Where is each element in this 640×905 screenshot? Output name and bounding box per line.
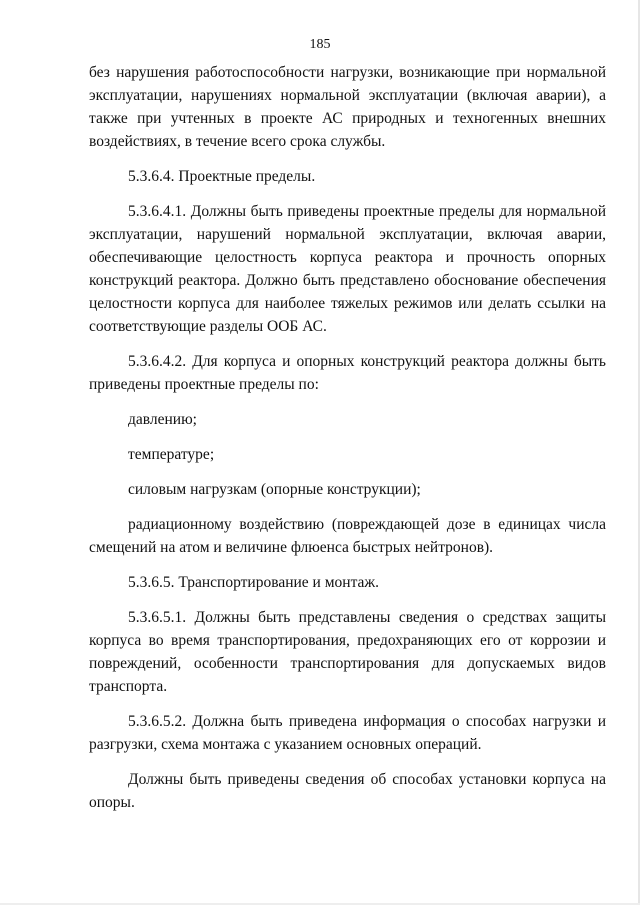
paragraph-5-3-6-5-1: 5.3.6.5.1. Должны быть представлены сведения о средствах защиты корпуса во время транспортирования, предохраняющих его от коррозии и повреждений, особенности транспортирования для допускаемых видов транспорта. bbox=[89, 609, 606, 695]
section-heading-design-limits: 5.3.6.4. Проектные пределы. bbox=[128, 168, 316, 185]
paragraph-5-3-6-5-2: 5.3.6.5.2. Должна быть приведена информация о способах нагрузки и разгрузки, схема монтажа с указанием основных операций. bbox=[89, 713, 606, 753]
document-body bbox=[89, 61, 606, 814]
paragraph-5-3-6-4-2: 5.3.6.4.2. Для корпуса и опорных конструкций реактора должны быть приведены проектные пределы по: bbox=[89, 353, 606, 393]
list-item-pressure: давлению; bbox=[128, 411, 197, 428]
list-item-force-loads: силовым нагрузкам (опорные конструкции); bbox=[128, 481, 421, 498]
section-heading-transport: 5.3.6.5. Транспортирование и монтаж. bbox=[128, 574, 380, 591]
paragraph-5-3-6-4-1: 5.3.6.4.1. Должны быть приведены проектные пределы для нормальной эксплуатации, нарушений нормальной эксплуатации, включая аварии, обеспечивающие целостность корпуса реактора и прочность опорных конструкций реактора. Должно быть представлено обоснование обеспечения целостности корпуса для наиболее тяжелых режимов или делать ссылки на соответствующие разделы ООБ АС. bbox=[89, 203, 606, 335]
paragraph-installation: Должны быть приведены сведения об способах установки корпуса на опоры. bbox=[89, 771, 606, 811]
list-item-temperature: температуре; bbox=[128, 446, 215, 463]
list-item-radiation: радиационному воздействию (повреждающей дозе в единицах числа смещений на атом и величине флюенса быстрых нейтронов). bbox=[89, 516, 606, 556]
paragraph-continuation: без нарушения работоспособности нагрузки, возникающие при нормальной эксплуатации, нарушениях нормальной эксплуатации (включая аварии), а также при учтенных в проекте АС природных и техногенных внешних воздействиях, в течение всего срока службы. bbox=[89, 64, 606, 150]
page-number: 185 bbox=[309, 37, 331, 52]
